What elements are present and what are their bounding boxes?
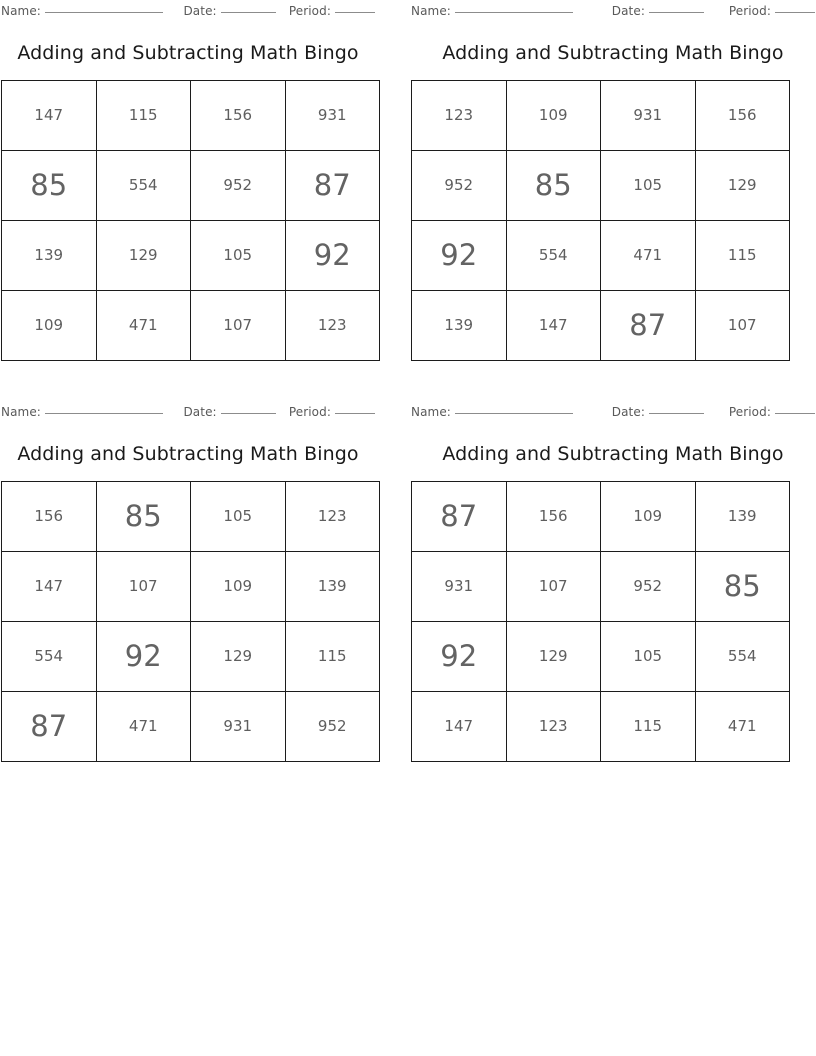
bingo-row <box>2 221 380 291</box>
bingo-cell[interactable]: 554 <box>506 221 601 291</box>
bingo-cell[interactable]: 105 <box>191 482 286 552</box>
bingo-cell[interactable]: 107 <box>506 552 601 622</box>
bingo-cell[interactable]: 952 <box>191 151 286 221</box>
bingo-cell[interactable]: 952 <box>285 692 380 762</box>
bingo-cell[interactable]: 471 <box>96 692 191 762</box>
bingo-cell[interactable]: 129 <box>506 622 601 692</box>
bingo-row <box>412 692 790 762</box>
date-write-line[interactable] <box>221 12 276 13</box>
period-label: Period: <box>288 405 331 419</box>
card-title: Adding and Subtracting Math Bingo <box>442 443 784 465</box>
bingo-row <box>2 151 380 221</box>
bingo-cell[interactable]: 123 <box>506 692 601 762</box>
date-label: Date: <box>611 4 645 18</box>
bingo-grid-body <box>2 81 380 361</box>
bingo-card-1 <box>0 4 408 361</box>
period-label: Period: <box>288 4 331 18</box>
name-label: Name: <box>411 405 451 419</box>
bingo-cell[interactable]: 931 <box>601 81 696 151</box>
name-write-line[interactable] <box>455 413 573 414</box>
bingo-cell[interactable]: 109 <box>2 291 97 361</box>
bingo-cell[interactable]: 156 <box>506 482 601 552</box>
student-info-line <box>1 405 375 421</box>
bingo-card-4 <box>408 405 816 762</box>
period-field[interactable] <box>729 405 815 419</box>
date-write-line[interactable] <box>649 12 704 13</box>
bingo-grid-3 <box>1 481 380 762</box>
date-write-line[interactable] <box>221 413 276 414</box>
bingo-row <box>412 221 790 291</box>
bingo-cell[interactable]: 471 <box>96 291 191 361</box>
bingo-cell[interactable]: 129 <box>191 622 286 692</box>
bingo-row <box>412 81 790 151</box>
bingo-grid-body <box>412 81 790 361</box>
bingo-cell[interactable]: 87 <box>412 482 507 552</box>
bingo-cell[interactable]: 139 <box>412 291 507 361</box>
card-title: Adding and Subtracting Math Bingo <box>17 42 359 64</box>
name-label: Name: <box>1 4 41 18</box>
bingo-cell[interactable]: 109 <box>191 552 286 622</box>
bingo-cell[interactable]: 471 <box>601 221 696 291</box>
bingo-cell[interactable]: 156 <box>695 81 790 151</box>
date-field[interactable] <box>612 405 704 419</box>
bingo-row <box>412 482 790 552</box>
bingo-cell[interactable]: 107 <box>191 291 286 361</box>
date-label: Date: <box>183 4 217 18</box>
period-field[interactable] <box>289 405 375 419</box>
name-field[interactable] <box>411 4 573 18</box>
bingo-cell[interactable]: 471 <box>695 692 790 762</box>
bingo-cell[interactable]: 554 <box>695 622 790 692</box>
bingo-cell[interactable]: 85 <box>96 482 191 552</box>
bingo-cell[interactable]: 123 <box>285 291 380 361</box>
name-label: Name: <box>411 4 451 18</box>
bingo-cell[interactable]: 147 <box>506 291 601 361</box>
bingo-row <box>412 622 790 692</box>
bingo-grid-2 <box>411 80 790 361</box>
bingo-row <box>2 291 380 361</box>
name-field[interactable] <box>1 405 163 419</box>
date-field[interactable] <box>612 4 704 18</box>
bingo-row <box>2 81 380 151</box>
bingo-cell[interactable]: 139 <box>695 482 790 552</box>
bingo-cell[interactable]: 554 <box>96 151 191 221</box>
name-field[interactable] <box>411 405 573 419</box>
bingo-row <box>412 291 790 361</box>
period-write-line[interactable] <box>335 12 375 13</box>
bingo-row <box>2 552 380 622</box>
bingo-cell[interactable]: 554 <box>2 622 97 692</box>
bingo-cell[interactable]: 156 <box>191 81 286 151</box>
date-field[interactable] <box>183 4 275 18</box>
period-field[interactable] <box>729 4 815 18</box>
bingo-cell[interactable]: 931 <box>285 81 380 151</box>
student-info-line <box>1 4 375 20</box>
date-label: Date: <box>611 405 645 419</box>
bingo-row <box>412 552 790 622</box>
bingo-row <box>2 482 380 552</box>
bingo-cell[interactable]: 931 <box>191 692 286 762</box>
bingo-row <box>412 151 790 221</box>
bingo-cell[interactable]: 92 <box>285 221 380 291</box>
bingo-cell[interactable]: 105 <box>601 151 696 221</box>
bingo-cell[interactable]: 109 <box>601 482 696 552</box>
bingo-cell[interactable]: 87 <box>2 692 97 762</box>
card-row-top <box>0 0 816 361</box>
bingo-cell[interactable]: 952 <box>601 552 696 622</box>
card-title: Adding and Subtracting Math Bingo <box>442 42 784 64</box>
bingo-cell[interactable]: 92 <box>412 622 507 692</box>
bingo-cell[interactable]: 105 <box>191 221 286 291</box>
student-info-line <box>411 4 815 20</box>
bingo-cell[interactable]: 85 <box>506 151 601 221</box>
name-write-line[interactable] <box>45 12 163 13</box>
bingo-cell[interactable]: 123 <box>285 482 380 552</box>
bingo-cell[interactable]: 87 <box>285 151 380 221</box>
bingo-cell[interactable]: 129 <box>96 221 191 291</box>
period-field[interactable] <box>289 4 375 18</box>
bingo-cell[interactable]: 105 <box>601 622 696 692</box>
date-field[interactable] <box>183 405 275 419</box>
bingo-cell[interactable]: 115 <box>601 692 696 762</box>
bingo-cell[interactable]: 85 <box>695 552 790 622</box>
period-label: Period: <box>728 405 771 419</box>
student-info-line <box>411 405 815 421</box>
bingo-cell[interactable]: 115 <box>695 221 790 291</box>
period-write-line[interactable] <box>335 413 375 414</box>
card-row-bottom <box>0 361 816 762</box>
period-write-line[interactable] <box>775 413 815 414</box>
name-label: Name: <box>1 405 41 419</box>
bingo-cell[interactable]: 85 <box>2 151 97 221</box>
date-write-line[interactable] <box>649 413 704 414</box>
bingo-grid-4 <box>411 481 790 762</box>
bingo-cell[interactable]: 147 <box>412 692 507 762</box>
name-write-line[interactable] <box>455 12 573 13</box>
bingo-cell[interactable]: 92 <box>96 622 191 692</box>
bingo-cell[interactable]: 123 <box>412 81 507 151</box>
bingo-cell[interactable]: 147 <box>2 81 97 151</box>
bingo-cell[interactable]: 107 <box>695 291 790 361</box>
bingo-cell[interactable]: 107 <box>96 552 191 622</box>
bingo-cell[interactable]: 109 <box>506 81 601 151</box>
bingo-cell[interactable]: 129 <box>695 151 790 221</box>
card-title: Adding and Subtracting Math Bingo <box>17 443 359 465</box>
period-write-line[interactable] <box>775 12 815 13</box>
bingo-grid-body <box>412 482 790 762</box>
bingo-cell[interactable]: 115 <box>285 622 380 692</box>
bingo-card-3 <box>0 405 408 762</box>
name-field[interactable] <box>1 4 163 18</box>
bingo-cell[interactable]: 156 <box>2 482 97 552</box>
bingo-grid-body <box>2 482 380 762</box>
period-label: Period: <box>728 4 771 18</box>
bingo-cell[interactable]: 92 <box>412 221 507 291</box>
bingo-cell[interactable]: 931 <box>412 552 507 622</box>
bingo-grid-1 <box>1 80 380 361</box>
bingo-cell[interactable]: 147 <box>2 552 97 622</box>
bingo-cell[interactable]: 115 <box>96 81 191 151</box>
bingo-cell[interactable]: 139 <box>285 552 380 622</box>
name-write-line[interactable] <box>45 413 163 414</box>
bingo-row <box>2 692 380 762</box>
bingo-cell[interactable]: 952 <box>412 151 507 221</box>
bingo-cell[interactable]: 139 <box>2 221 97 291</box>
date-label: Date: <box>183 405 217 419</box>
bingo-row <box>2 622 380 692</box>
bingo-cell[interactable]: 87 <box>601 291 696 361</box>
bingo-card-2 <box>408 4 816 361</box>
